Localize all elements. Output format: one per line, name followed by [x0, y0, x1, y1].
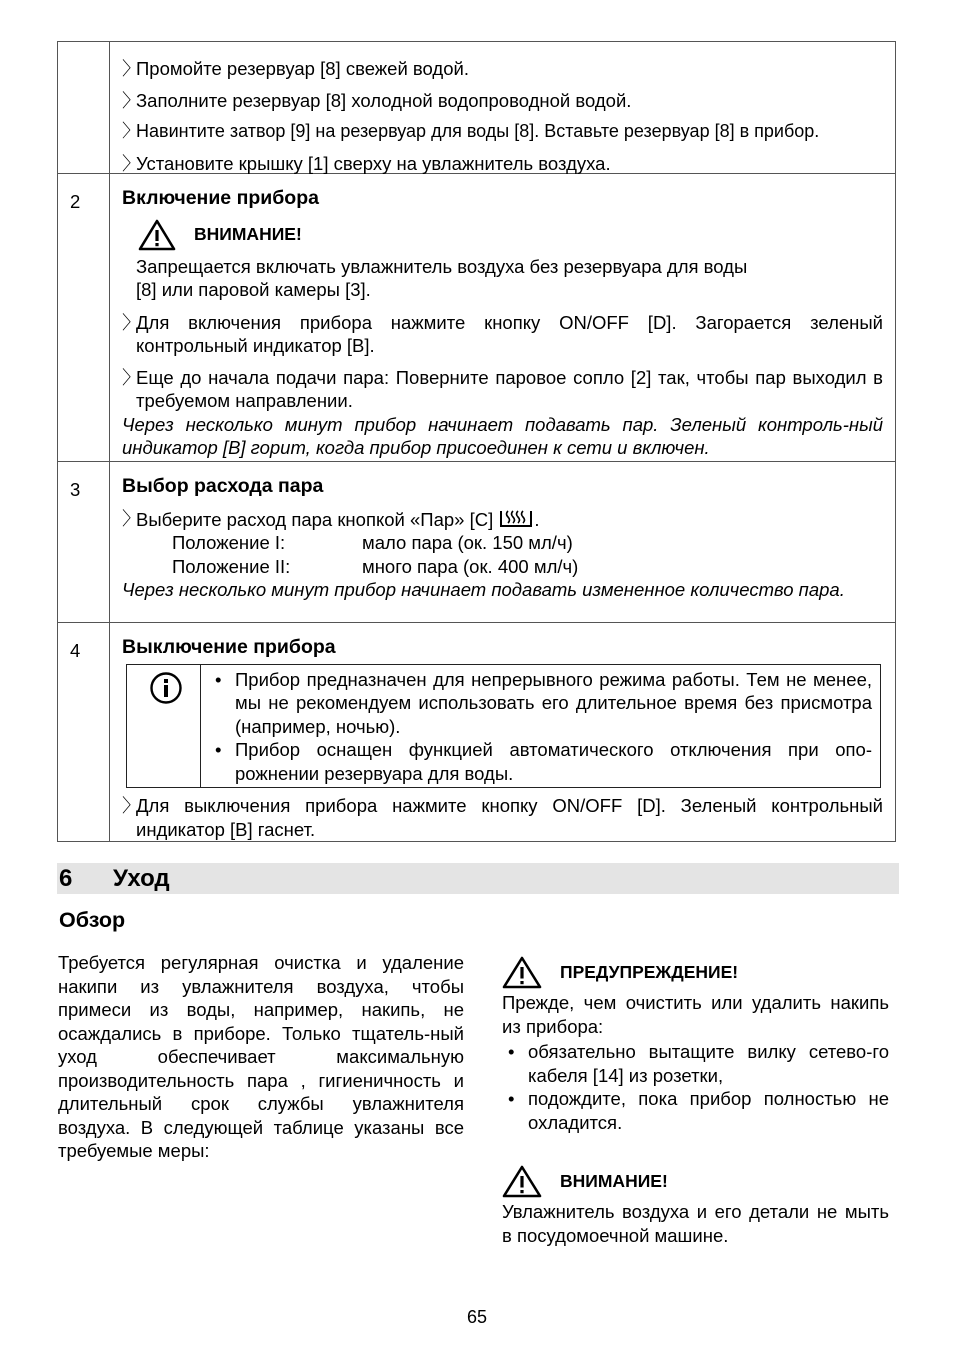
table-row	[58, 173, 895, 461]
steam-icon	[498, 507, 534, 529]
position-row: Положение II: много пара (ок. 400 мл/ч)	[172, 555, 579, 577]
row-number: 4	[58, 623, 110, 841]
step: 〉 Установите крышку [1] сверху на увлажнитель воздуха.	[122, 152, 611, 174]
info-icon	[149, 671, 183, 705]
section-title: Уход	[113, 865, 170, 892]
row-number: 3	[58, 462, 110, 622]
warning-text: Запрещается включать увлажнитель воздуха без резервуара для воды [8] или паровой камеры [3].	[136, 255, 748, 300]
warning-label: ВНИМАНИЕ!	[560, 1170, 668, 1191]
position-row: Положение I: мало пара (ок. 150 мл/ч)	[172, 532, 573, 553]
warning-triangle-icon	[138, 219, 176, 251]
info-bullet: • Прибор оснащен функцией автоматического отключения при опо-рожнении резервуара для воды.	[215, 739, 872, 784]
italic-note: Через несколько минут прибор начинает подавать измененное количество пара.	[122, 579, 845, 600]
row-number: 2	[58, 174, 110, 461]
warning-triangle-icon	[502, 956, 542, 989]
step: 〉 Еще до начала подачи пара: Поверните паровое сопло [2] так, чтобы пар выходил в требуемом направлении.	[122, 366, 883, 411]
row-number	[58, 42, 110, 173]
overview-text: Требуется регулярная очистка и удаление накипи из увлажнителя воздуха, чтобы примеси из воды, например, накипь, не осаждались в приборе. Только тщатель-ный уход обеспечивает максимальную производительность пара , гигиеничность и длительный срок службы увлажнителя воздуха. В следующей таблице указаны все требуемые меры:	[58, 952, 464, 1161]
table-row	[58, 622, 895, 841]
step: 〉 Для включения прибора нажмите кнопку ON/OFF [D]. Загорается зеленый контрольный индикатор [B].	[122, 311, 883, 356]
warning-triangle-icon	[502, 1165, 542, 1198]
instruction-table	[57, 41, 896, 842]
step: 〉 Выберите расход пара кнопкой «Пар» [C] .	[122, 507, 540, 530]
subsection-title: Обзор	[59, 908, 126, 932]
warning-label: ВНИМАНИЕ!	[194, 223, 302, 244]
warning-block	[502, 956, 889, 1134]
step: 〉 Промойте резервуар [8] свежей водой.	[122, 58, 469, 79]
step: 〉 Заполните резервуар [8] холодной водопроводной водой.	[122, 89, 632, 111]
info-bullet: • Прибор предназначен для непрерывного режима работы. Тем не менее, мы не рекомендуем использовать его длительное время без присмотра (например, ночью).	[215, 668, 872, 737]
step: 〉 Навинтите затвор [9] на резервуар для воды [8]. Вставьте резервуар [8] в прибор.	[122, 121, 820, 141]
warning-label: ПРЕДУПРЕЖДЕНИЕ!	[560, 961, 739, 982]
warning-header	[138, 219, 883, 251]
warning-header	[502, 1165, 889, 1198]
caution-block	[502, 1165, 889, 1247]
step: 〉 Для выключения прибора нажмите кнопку ON/OFF [D]. Зеленый контрольный индикатор [B] гаснет.	[122, 795, 883, 840]
page-number: 65	[466, 1307, 488, 1327]
table-row	[58, 42, 895, 173]
warning-header	[502, 956, 889, 989]
warning-bullet: • обязательно вытащите вилку сетево-го кабеля [14] из розетки,	[508, 1041, 889, 1086]
row-title: Выбор расхода пара	[122, 475, 324, 497]
section-heading	[57, 863, 899, 894]
info-box	[126, 664, 881, 789]
warning-bullet: • подождите, пока прибор полностью не охладится.	[508, 1088, 889, 1133]
table-row	[58, 461, 895, 622]
italic-note: Через несколько минут прибор начинает подавать пар. Зеленый контроль-ный индикатор [B] горит, когда прибор присоединен к сети и включен.	[122, 413, 883, 458]
row-title: Выключение прибора	[122, 636, 336, 658]
row-title: Включение прибора	[122, 187, 319, 209]
section-number: 6	[59, 865, 73, 892]
warning-text: Увлажнитель воздуха и его детали не мыть в посудомоечной машине.	[502, 1201, 889, 1246]
warning-text: Прежде, чем очистить или удалить накипь из прибора:	[502, 992, 889, 1037]
